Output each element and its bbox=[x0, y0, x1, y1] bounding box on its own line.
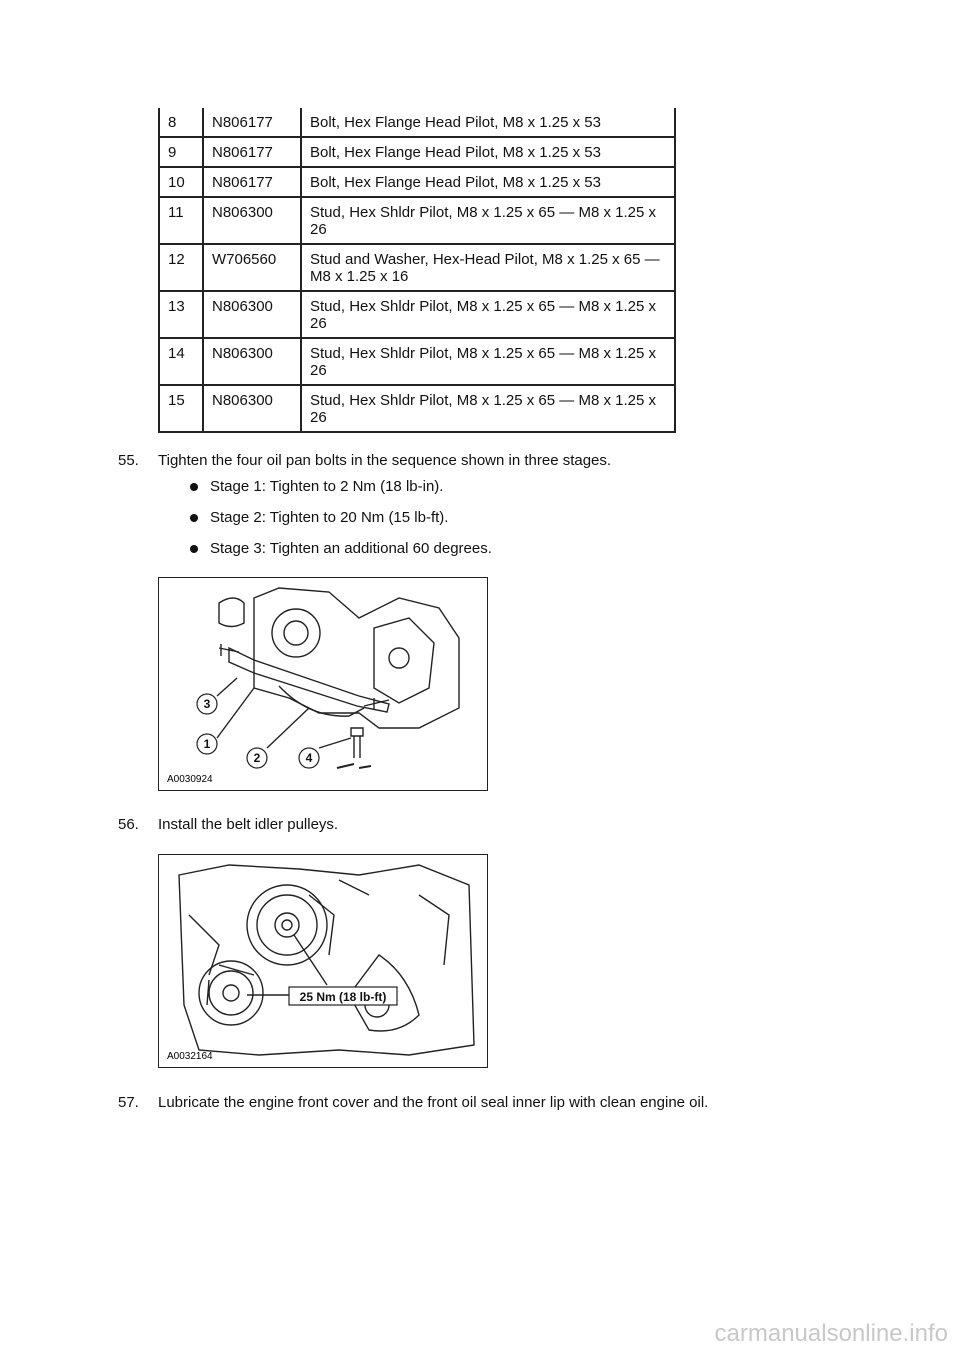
item-cell: 9 bbox=[159, 137, 203, 167]
list-item: Stage 1: Tighten to 2 Nm (18 lb-in). bbox=[190, 478, 492, 509]
part-number-cell: N806177 bbox=[203, 167, 301, 197]
table-row bbox=[159, 244, 675, 291]
description-cell: Stud, Hex Shldr Pilot, M8 x 1.25 x 65 — M8 x 1.25 x 26 bbox=[301, 338, 675, 385]
description-cell: Bolt, Hex Flange Head Pilot, M8 x 1.25 x 53 bbox=[301, 137, 675, 167]
part-number-cell: N806300 bbox=[203, 197, 301, 244]
bullet-icon bbox=[190, 545, 198, 553]
step-57 bbox=[118, 1094, 708, 1111]
description-cell: Stud, Hex Shldr Pilot, M8 x 1.25 x 65 — M8 x 1.25 x 26 bbox=[301, 197, 675, 244]
step-56 bbox=[118, 816, 338, 833]
step-55 bbox=[118, 452, 611, 469]
callout-label: 2 bbox=[253, 751, 261, 765]
part-number-cell: N806300 bbox=[203, 385, 301, 432]
idler-pulley-illustration bbox=[159, 855, 487, 1067]
callout-label: 4 bbox=[305, 751, 313, 765]
description-cell: Bolt, Hex Flange Head Pilot, M8 x 1.25 x 53 bbox=[301, 108, 675, 137]
description-cell: Stud and Washer, Hex-Head Pilot, M8 x 1.25 x 65 — M8 x 1.25 x 16 bbox=[301, 244, 675, 291]
table-row bbox=[159, 385, 675, 432]
description-cell: Bolt, Hex Flange Head Pilot, M8 x 1.25 x 53 bbox=[301, 167, 675, 197]
figure-code: A0032164 bbox=[167, 1051, 213, 1062]
description-cell: Stud, Hex Shldr Pilot, M8 x 1.25 x 65 — M8 x 1.25 x 26 bbox=[301, 291, 675, 338]
table-row bbox=[159, 108, 675, 137]
item-cell: 12 bbox=[159, 244, 203, 291]
step-number: 57. bbox=[118, 1094, 139, 1111]
part-number-cell: N806177 bbox=[203, 108, 301, 137]
oil-pan-bolt-figure bbox=[158, 577, 488, 791]
callout-label: 1 bbox=[203, 737, 211, 751]
table-row bbox=[159, 291, 675, 338]
bullet-icon bbox=[190, 483, 198, 491]
item-cell: 10 bbox=[159, 167, 203, 197]
parts-table bbox=[158, 108, 676, 433]
table-row bbox=[159, 137, 675, 167]
oil-pan-illustration bbox=[159, 578, 487, 790]
item-cell: 11 bbox=[159, 197, 203, 244]
step-text: Tighten the four oil pan bolts in the sequence shown in three stages. bbox=[158, 452, 612, 469]
table-row bbox=[159, 197, 675, 244]
stage-list bbox=[190, 478, 492, 571]
step-text: Install the belt idler pulleys. bbox=[158, 816, 339, 833]
list-item: Stage 2: Tighten to 20 Nm (15 lb-ft). bbox=[190, 509, 492, 540]
watermark: carmanualsonline.info bbox=[714, 1320, 948, 1347]
part-number-cell: N806300 bbox=[203, 291, 301, 338]
list-item: Stage 3: Tighten an additional 60 degrees. bbox=[190, 540, 492, 571]
part-number-cell: N806300 bbox=[203, 338, 301, 385]
step-number: 56. bbox=[118, 816, 139, 833]
table-row bbox=[159, 338, 675, 385]
figure-code: A0030924 bbox=[167, 774, 213, 785]
part-number-cell: W706560 bbox=[203, 244, 301, 291]
step-number: 55. bbox=[118, 452, 139, 469]
description-cell: Stud, Hex Shldr Pilot, M8 x 1.25 x 65 — M8 x 1.25 x 26 bbox=[301, 385, 675, 432]
table-row bbox=[159, 167, 675, 197]
torque-label: 25 Nm (18 lb-ft) bbox=[299, 990, 387, 1004]
idler-pulley-figure bbox=[158, 854, 488, 1068]
bullet-icon bbox=[190, 514, 198, 522]
item-cell: 13 bbox=[159, 291, 203, 338]
item-cell: 14 bbox=[159, 338, 203, 385]
callout-label: 3 bbox=[203, 697, 211, 711]
item-cell: 15 bbox=[159, 385, 203, 432]
step-text: Lubricate the engine front cover and the front oil seal inner lip with clean engine oil. bbox=[158, 1094, 709, 1111]
part-number-cell: N806177 bbox=[203, 137, 301, 167]
item-cell: 8 bbox=[159, 108, 203, 137]
